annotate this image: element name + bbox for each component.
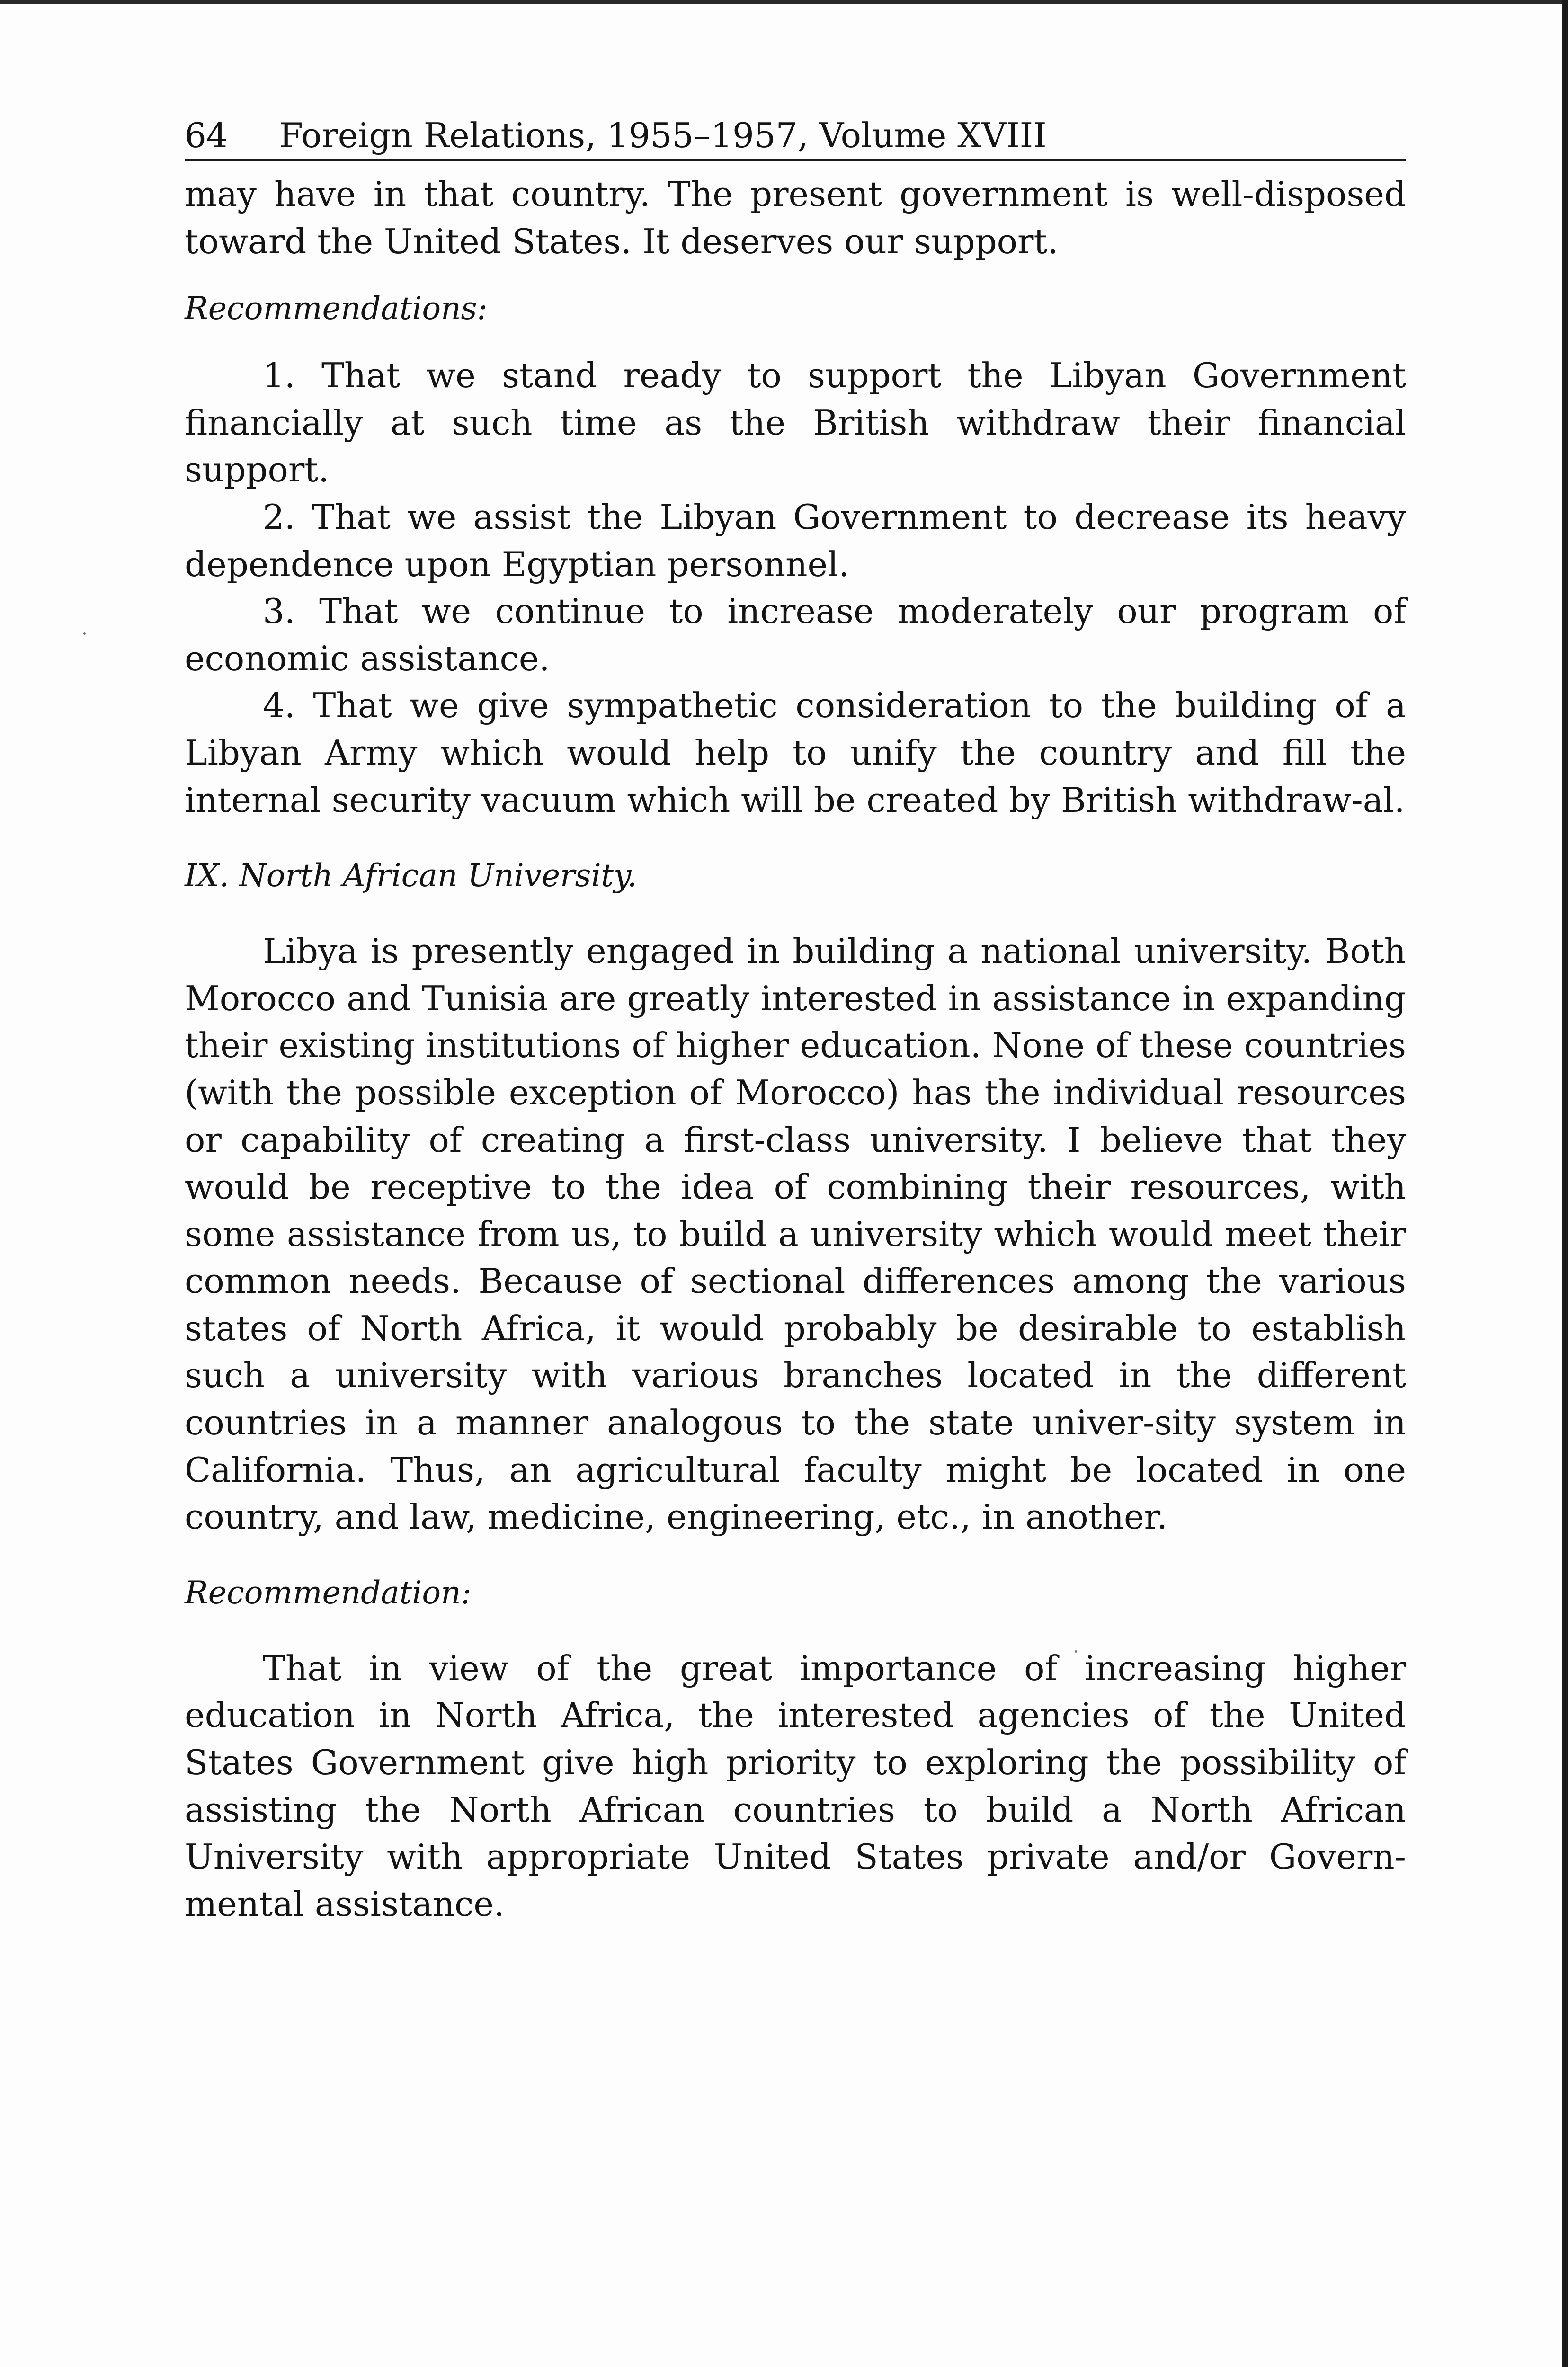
recommendation-item-1: 1. That we stand ready to support the Libyan Government financially at such time as the British withdraw their financial support. (185, 356, 1406, 490)
recommendation-paragraph: That in view of the great importance of increasing higher education in North Africa, the interested agencies of the United States Government give high priority to exploring the possibility of assisting the North African countries to build a North African University with appropriate United States private and/or Govern-mental assistance. (185, 1648, 1406, 1924)
recommendation-item-3: 3. That we continue to increase moderately our program of economic assistance. (185, 591, 1406, 678)
scan-right-edge (1562, 0, 1568, 2367)
recommendations-heading: Recommendations: (185, 290, 488, 327)
section-heading: IX. North African University. (185, 857, 637, 894)
carryover-paragraph: may have in that country. The present government is well-disposed toward the United States. It deserves our support. (185, 174, 1406, 261)
page-number: 64 (185, 116, 228, 155)
running-head-title: Foreign Relations, 1955–1957, Volume XVIII (279, 116, 1047, 155)
scan-speck (83, 632, 86, 635)
page-content (185, 112, 1406, 1928)
recommendation-item-4: 4. That we give sympathetic consideration to the building of a Libyan Army which would help to unify the country and fill the internal security vacuum which will be created by British withdraw-al. (185, 685, 1406, 820)
running-head (185, 112, 1406, 161)
recommendation-heading: Recommendation: (185, 1574, 472, 1611)
recommendation-item-2: 2. That we assist the Libyan Government to decrease its heavy dependence upon Egyptian personnel. (185, 497, 1406, 584)
scan-top-edge (0, 0, 1568, 4)
section-paragraph: Libya is presently engaged in building a national university. Both Morocco and Tunisia are greatly interested in assistance in expanding their existing institutions of higher education. None of these countries (with the possible exception of Morocco) has the individual resources or capability of creating a first-class university. I believe that they would be receptive to the idea of combining their resources, with some assistance from us, to build a university which would meet their common needs. Because of sectional differences among the various states of North Africa, it would probably be desirable to establish such a university with various branches located in the different countries in a manner analogous to the state univer-sity system in California. Thus, an agricultural faculty might be located in one country, and law, medicine, engineering, etc., in another. (185, 931, 1406, 1537)
